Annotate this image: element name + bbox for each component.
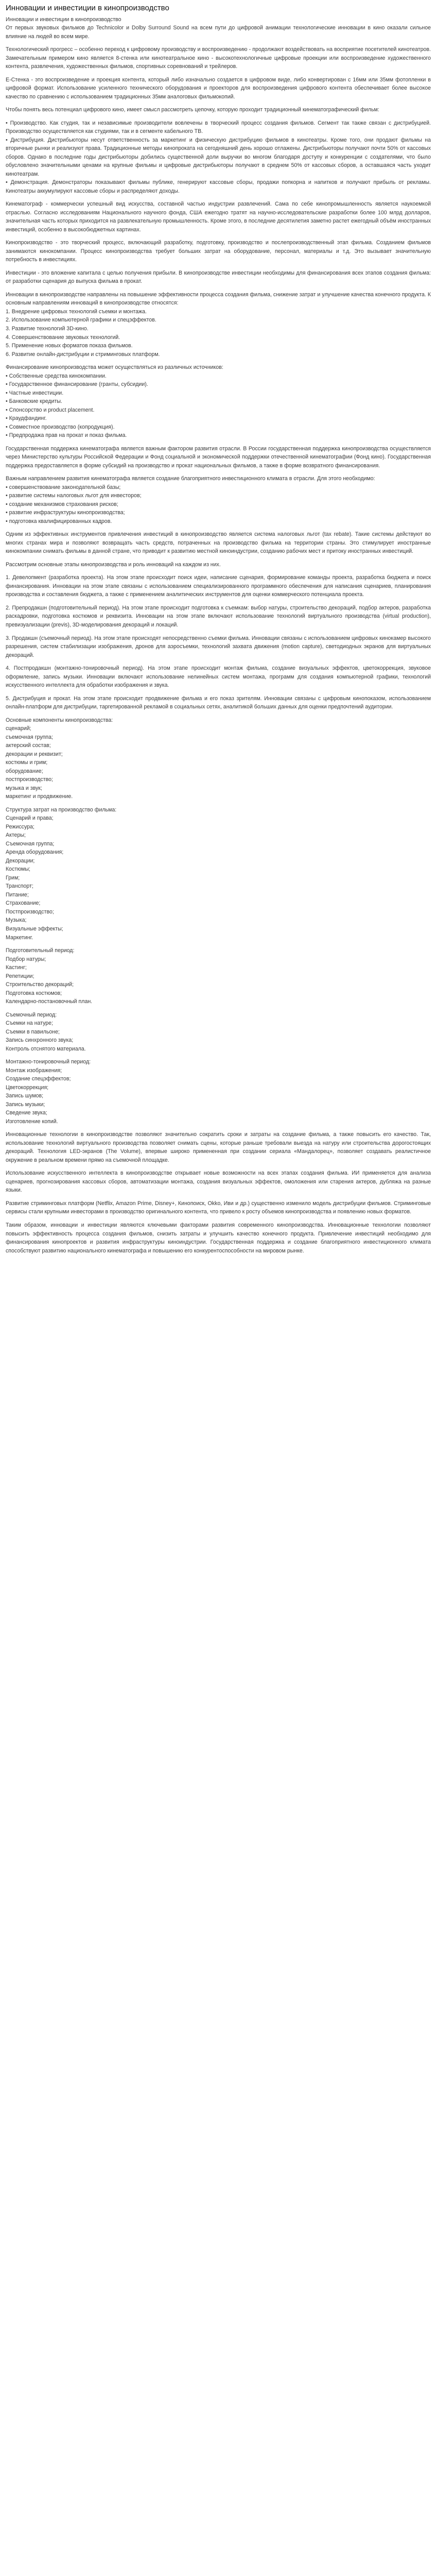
article-paragraph: Монтажно-тонировочный период: Монтаж изображения; Создание спецэффектов; Цветокоррекция; Запись шумов; Запись музыки; Сведение звука; Изготовление копий. <box>6 1059 91 1125</box>
article-paragraph: Таким образом, инновации и инвестиции являются ключевыми факторами развития современного кинопроизводства. Инновационные технологии позволяют повысить эффективность процесса создания фильмов, снизить затраты и улучшить качество конечного продукта. Привлечение инвестиций необходимо для финансирования кинопроектов и развития инфраструктуры киноиндустрии. Государственная поддержка и создание благоприятного инвестиционного климата способствуют развитию национального кинематографа и повышению его конкурентоспособности на мировом рынке. <box>6 1222 431 1254</box>
article-paragraph: Чтобы понять весь потенциал цифрового кино, имеет смысл рассмотреть цепочку, которую проходит традиционный кинематографический фильм: <box>6 107 379 113</box>
article-paragraph: • Производство. Как студия, так и независимые производители вовлечены в творческий процесс создания фильмов. Сегмент так также связан с дистрибуцией. Производство осуществляется как студиями, так и в сегменте кабельного ТВ. • Дистрибуция. Дистрибьюторы несут ответственность за маркетинг и физическую дистрибуцию фильмов в кинотеатры. Кроме того, они продают фильмы на вторичные рынки и реализуют права. Традиционные методы кинопроката на сегодняшний день хорошо отлажены. Дистрибьюторы получают почти 50% от кассовых сборов. Однако в последние годы дистрибьюторы добились существенной доли выручки во многом благодаря доступу и конкуренции с создателями, что было обусловлено значительными ценами на крупные фильмы и цифровые дистрибьюторы получают в среднем 50% от кассовых сборов, а оставшаяся часть уходит кинотеатрам. • Демонстрация. Демонстраторы показывают фильмы публике, генерируют кассовые сборы, продажи попкорна и напитков и получают прибыль от рекламы. Кинотеатры аккумулируют кассовые сборы и распределяют доходы. <box>6 120 431 194</box>
article-paragraph: Инвестиции - это вложение капитала с целью получения прибыли. В кинопроизводстве инвестиции необходимы для финансирования всех этапов создания фильма: от разработки сценария до выпуска фильма в прокат. <box>6 269 431 285</box>
article-paragraph: Технологический прогресс – особенно переход к цифровому производству и воспроизведению - продолжают воздействовать на восприятие посетителей кинотеатров. Замечательным примером кино является 8-стенка или кинотеатральное кино - высокотехнологичные цифровые проекции или воспроизведение художественного контента, развлечения, художественных фильмов, спортивных соревнований и трейлеров. <box>6 46 431 70</box>
article-paragraph: Финансирование кинопроизводства может осуществляться из различных источников: • Собственные средства кинокомпании. • Государственное финансирование (гранты, субсидии). • Частные инвестиции. • Банковские кредиты. • Спонсорство и product placement. • Краудфандинг. • Совместное производство (копродукция). • Предпродажа прав на прокат и показ фильма. <box>6 364 223 439</box>
article-paragraph: Съемочный период: Съемки на натуре; Съемки в павильоне; Запись синхронного звука; Контроль отснятого материала. <box>6 1011 86 1052</box>
article-paragraph: Структура затрат на производство фильма: Сценарий и права; Режиссура; Актеры; Съемочная группа; Аренда оборудования; Декорации; Костюмы; Грим; Транспорт; Питание; Страхование; Постпроизводство; Музыка; Визуальные эффекты; Маркетинг. <box>6 806 117 941</box>
article-paragraph: Использование искусственного интеллекта в кинопроизводстве открывает новые возможности на всех этапах создания фильма. ИИ применяется для анализа сценариев, прогнозирования кассовых сборов, автоматизации монтажа, создания визуальных эффектов, омоложения или старения актеров, дубляжа на разные языки. <box>6 1170 431 1194</box>
article-paragraph: Инновации и инвестиции в кинопроизводство От первых звуковых фильмов до Technicolor и Dolby Surround Sound на всем пути до цифровой анимации технологические инновации в кино оказали сильное влияние на людей во всем мире. <box>6 16 431 40</box>
article-paragraph: Инновационные технологии в кинопроизводстве позволяют значительно сократить сроки и затраты на создание фильма, а также повысить его качество. Так, использование технологий виртуального производства позволяет снимать сцены, которые раньше требовали выезда на натуру или строительства дорогостоящих декораций. Технология LED-экранов (The Volume), впервые широко примененная при создании сериала «Мандалорец», позволяет создавать реалистичное окружение в реальном времени прямо на съемочной площадке. <box>6 1131 431 1163</box>
article-paragraph: 2. Препродакшн (подготовительный период). На этом этапе происходит подготовка к съемкам: выбор натуры, строительство декораций, подбор актеров, разработка раскадровки, подготовка костюмов и реквизита. Инновации на этом этапе включают использование технологий виртуального производства (virtual production), превизуализации (previs), 3D-моделирования декораций и локаций. <box>6 604 431 628</box>
article <box>0 0 436 1265</box>
article-paragraph: Кинематограф - коммерчески успешный вид искусства, составной частью индустрии развлечений. Сама по себе кинопромышленность является наукоемкой отраслью. Согласно исследованиям Национального научного фонда, США ежегодно тратят на научно-исследовательские разработки более 100 млрд долларов, значительная часть которых приходится на развлекательную промышленность. Кроме этого, в последние десятилетия заметно растет ежегодный объём иностранных инвестиций, особенно в высокобюджетных картинах. <box>6 201 431 233</box>
article-paragraph: Рассмотрим основные этапы кинопроизводства и роль инноваций на каждом из них. <box>6 561 221 568</box>
article-paragraph: Инновации в кинопроизводстве направлены на повышение эффективности процесса создания фильма, снижение затрат и улучшение качества конечного продукта. К основным направлениям инноваций в кинопроизводстве относятся: 1. Внедрение цифровых технологий съемки и монтажа. 2. Использование компьютерной графики и спецэффектов. 3. Развитие технологий 3D-кино. 4. Совершенствование звуковых технологий. 5. Применение новых форматов показа фильмов. 6. Развитие онлайн-дистрибуции и стриминговых платформ. <box>6 291 431 358</box>
article-title: Инновации и инвестиции в кинопроизводство <box>6 4 169 12</box>
article-paragraph: Развитие стриминговых платформ (Netflix, Amazon Prime, Disney+, Кинопоиск, Okko, Иви и др.) существенно изменило модель дистрибуции фильмов. Стриминговые сервисы стали крупными инвесторами в производство оригинального контента, что привело к росту объемов кинопроизводства и появлению новых форматов. <box>6 1200 431 1215</box>
article-paragraph: Кинопроизводство - это творческий процесс, включающий разработку, подготовку, производство и послепроизводственный этап фильма. Созданием фильмов занимаются кинокомпании. Процесс кинопроизводства требует больших затрат на оборудование, персонал, материалы и т.д. Это вызывает значительную потребность в инвестициях. <box>6 240 431 263</box>
article-paragraph: Государственная поддержка кинематографа является важным фактором развития отрасли. В России государственная поддержка кинопроизводства осуществляется через Министерство культуры Российской Федерации и Фонд социальной и экономической поддержки отечественной кинематографии (Фонд кино). Государственная поддержка предоставляется в форме субсидий на производство и прокат национальных фильмов, а также в форме возвратного финансирования. <box>6 445 431 469</box>
article-paragraph: 3. Продакшн (съемочный период). На этом этапе происходят непосредственно съемки фильма. Инновации связаны с использованием цифровых кинокамер высокого разрешения, систем стабилизации изображения, дронов для аэросъемки, технологий захвата движения (motion capture), светодиодных экранов для виртуальных декораций. <box>6 635 431 658</box>
article-paragraph: Одним из эффективных инструментов привлечения инвестиций в кинопроизводство является система налоговых льгот (tax rebate). Такие системы действуют во многих странах мира и позволяют возвращать часть средств, потраченных на производство фильма на территории страны. Это стимулирует иностранные кинокомпании снимать фильмы в данной стране, что приводит к развитию местной киноиндустрии, созданию рабочих мест и притоку иностранных инвестиций. <box>6 531 431 555</box>
article-body <box>6 15 431 1256</box>
article-paragraph: Подготовительный период: Подбор натуры; Кастинг; Репетиции; Строительство декораций; Подготовка костюмов; Календарно-постановочный план. <box>6 947 93 1005</box>
article-paragraph: Е-Стенка - это воспроизведение и проекция контента, который либо изначально создается в цифровом виде, либо конвертирован с 16мм или 35мм фотопленки в цифровой формат. Использование усиленного технического оборудования и проекторов для воспроизведения цифрового контента обеспечивает более высокое качество по сравнению с использованием традиционных 35мм аналоговых фильмокопий. <box>6 76 431 100</box>
article-paragraph: 4. Постпродакшн (монтажно-тонировочный период). На этом этапе происходит монтаж фильма, создание визуальных эффектов, цветокоррекция, звуковое оформление, запись музыки. Инновации включают использование нелинейных систем монтажа, программ для создания компьютерной графики, технологий искусственного интеллекта для обработки изображения и звука. <box>6 665 431 689</box>
article-paragraph: Важным направлением развития кинематографа является создание благоприятного инвестиционного климата в отрасли. Для этого необходимо: • совершенствование законодательной базы; • развитие системы налоговых льгот для инвесторов; • создание механизмов страхования рисков; • развитие инфраструктуры кинопроизводства; • подготовка квалифицированных кадров. <box>6 476 375 524</box>
article-paragraph: 1. Девелопмент (разработка проекта). На этом этапе происходит поиск идеи, написание сценария, формирование команды проекта, разработка бюджета и поиск финансирования. Инновации на этом этапе связаны с использованием специализированного программного обеспечения для написания сценариев, планирования производства и составления бюджета, а также с применением аналитических инструментов для оценки коммерческого потенциала проекта. <box>6 574 431 598</box>
article-paragraph: 5. Дистрибуция и прокат. На этом этапе происходит продвижение фильма и его показ зрителям. Инновации связаны с цифровым кинопоказом, использованием онлайн-платформ для дистрибуции, таргетированной рекламой в социальных сетях, аналитикой больших данных для оценки предпочтений аудитории. <box>6 695 431 710</box>
article-paragraph: Основные компоненты кинопроизводства: сценарий; съемочная группа; актерский состав; декорации и реквизит; костюмы и грим; оборудование; постпроизводство; музыка и звук; маркетинг и продвижение. <box>6 717 113 800</box>
